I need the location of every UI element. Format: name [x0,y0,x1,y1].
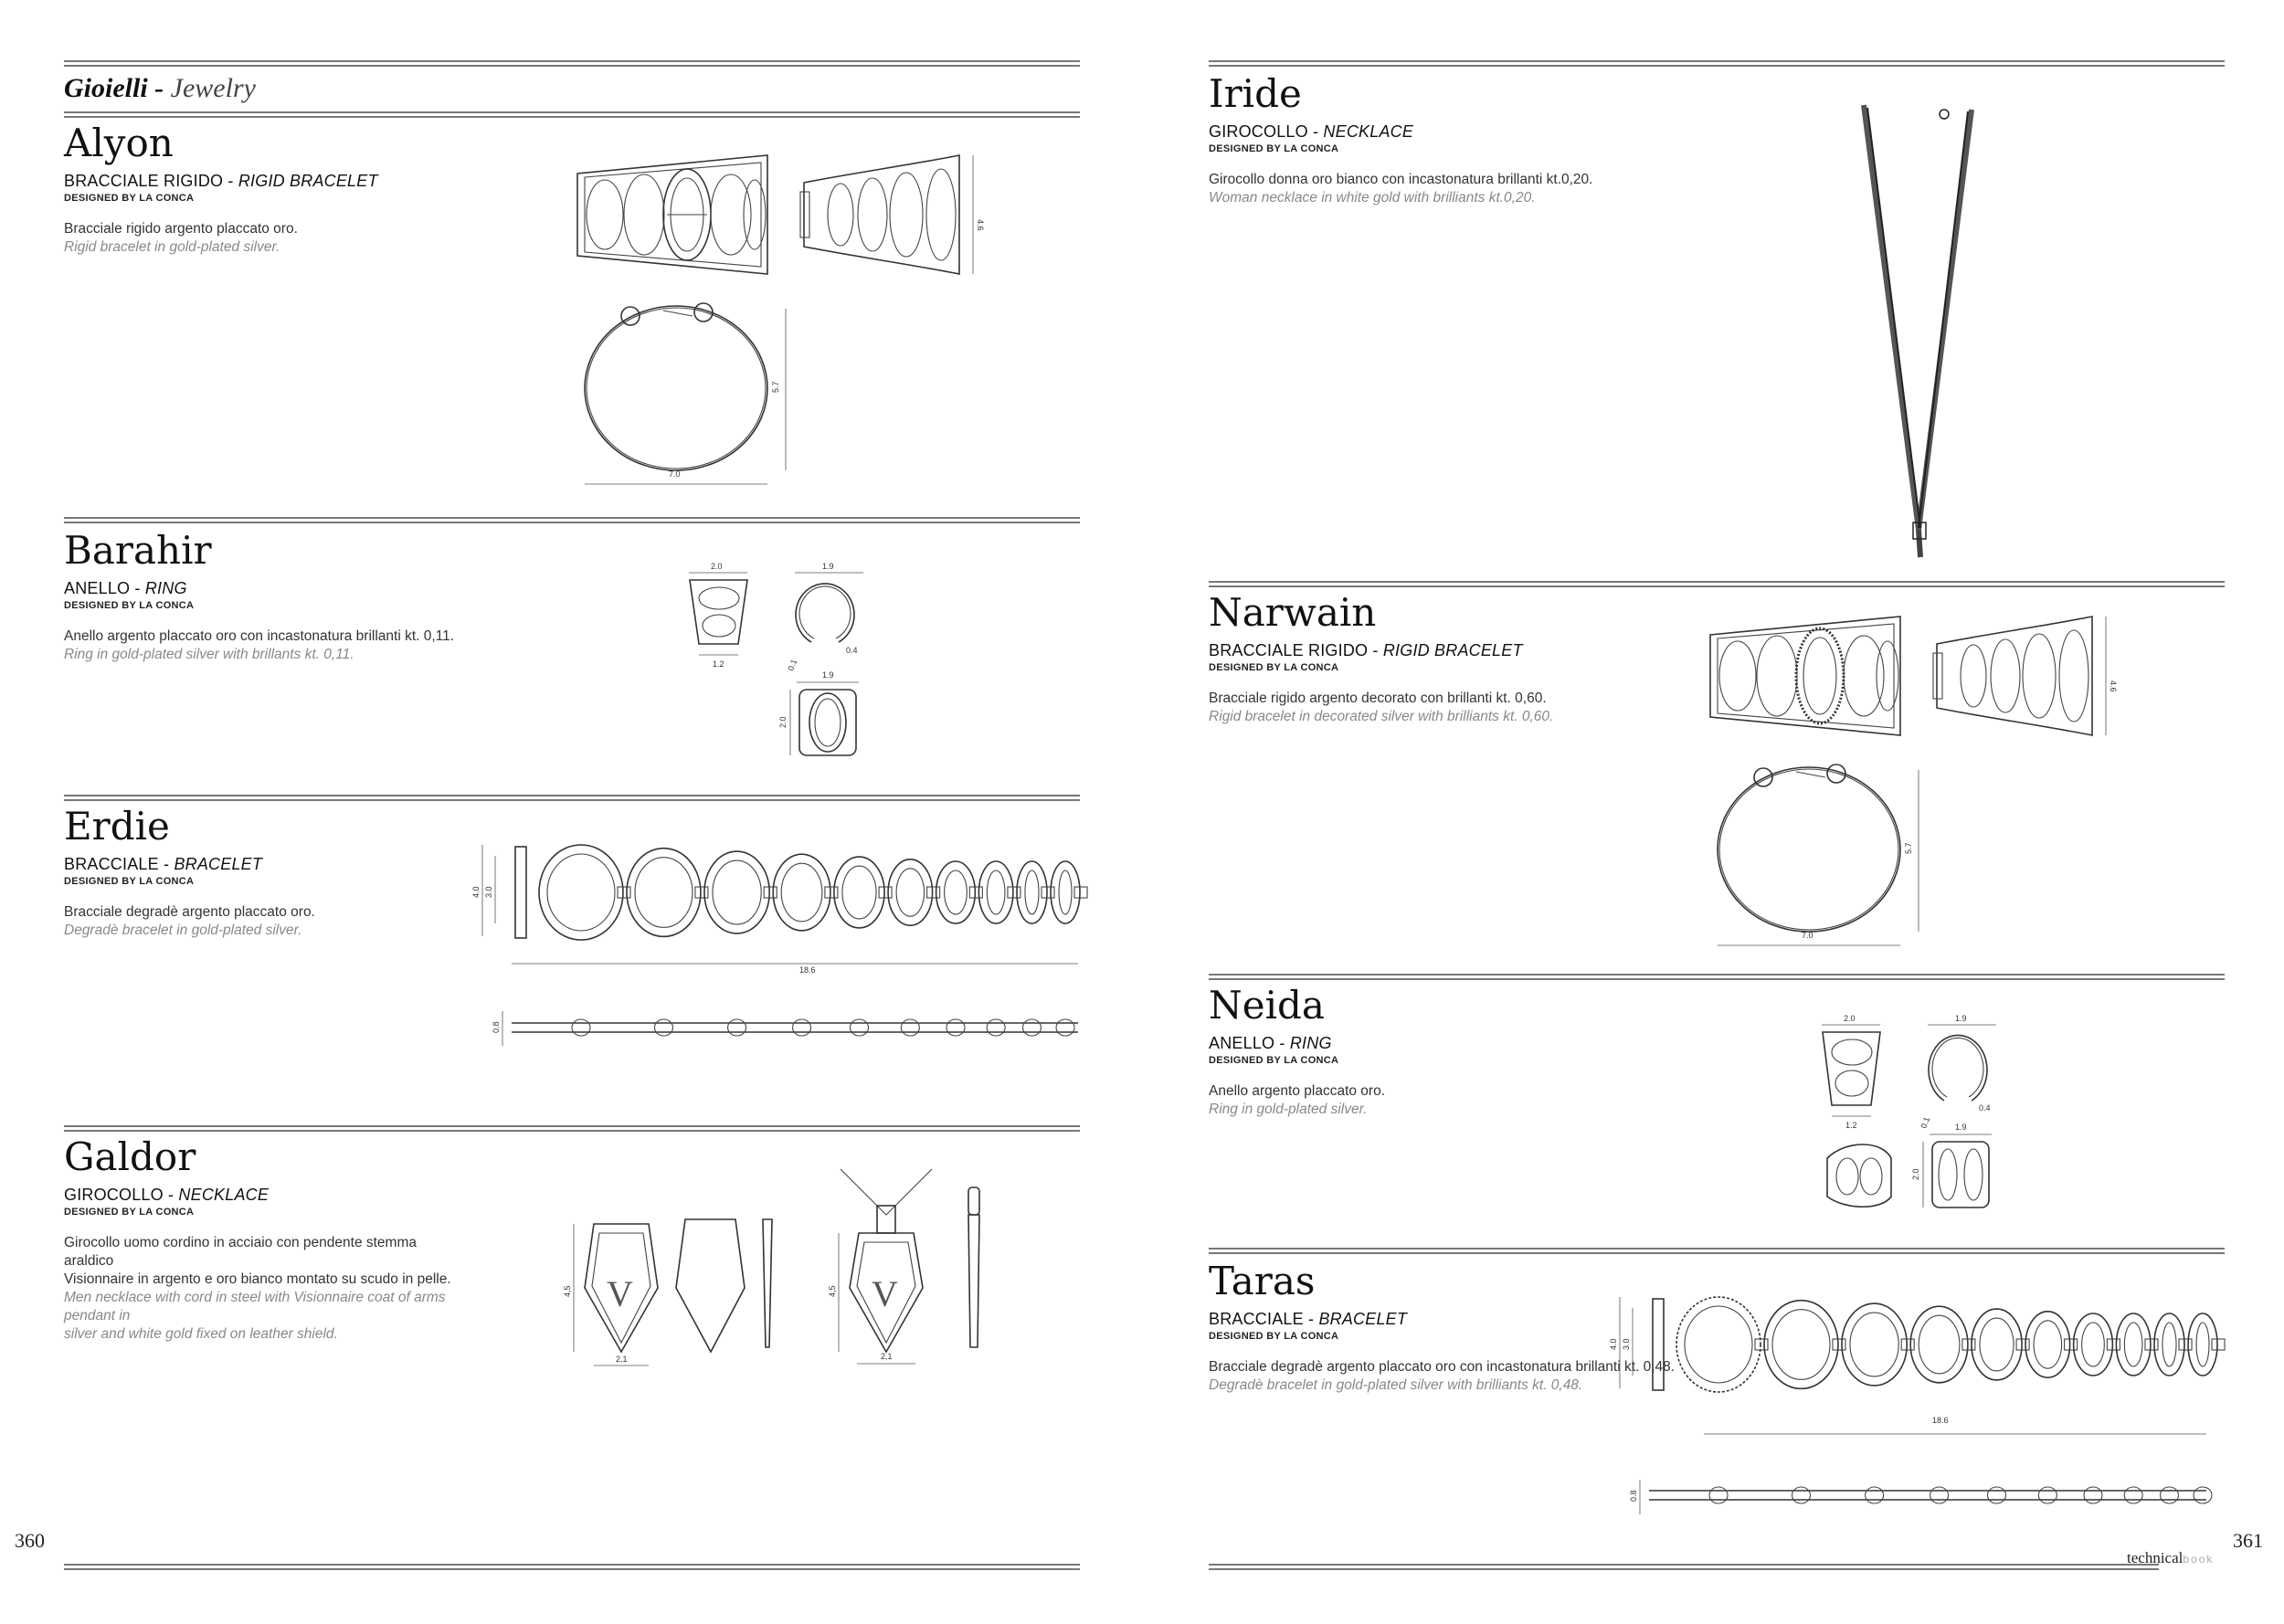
svg-text:V: V [607,1273,633,1314]
svg-text:2.0: 2.0 [711,562,723,571]
product-desc-it: Bracciale rigido argento decorato con brillanti kt. 0,60. [1209,691,1547,706]
product-type: BRACCIALE RIGIDO - RIGID BRACELET [1209,641,1523,659]
section-rule [1209,974,2225,975]
product-desc-it: Anello argento placcato oro. [1209,1083,1386,1099]
chain-connector [764,887,777,898]
alyon-top-view [585,303,786,484]
chain-link-inner [842,866,876,919]
section-rule [64,1125,1080,1127]
svg-text:3.0: 3.0 [484,886,493,898]
product-designer: DESIGNED BY LA CONCA [1209,1331,1339,1342]
chain-link [1972,1309,2022,1380]
product-desc-en: Degradè bracelet in gold-plated silver with brilliants kt. 0,48. [1209,1377,1583,1393]
product-designer: DESIGNED BY LA CONCA [1209,1055,1339,1066]
product-type: GIROCOLLO - NECKLACE [1209,122,1414,141]
chain-side-link [946,1019,965,1036]
neida-side-view [1822,1014,1880,1130]
svg-text:4.6: 4.6 [976,219,985,231]
chain-link-inner [635,858,693,928]
chain-side-link [654,1019,672,1036]
chain-side-link [2038,1487,2057,1503]
alyon-drawing [576,155,987,493]
chain-side-link [572,1019,590,1036]
chain-connector [1755,1339,1768,1350]
chain-link-inner [781,863,822,922]
barahir-side-view [689,562,747,669]
product-designer: DESIGNED BY LA CONCA [64,876,195,887]
chain-side-link [1987,1487,2005,1503]
product-desc-it: Anello argento placcato oro con incastonatura brillanti kt. 0,11. [64,628,455,644]
product-name: Taras [1209,1259,1316,1303]
header-rule [1209,60,2225,62]
product-name: Galdor [64,1134,196,1179]
chain-connector [1042,887,1054,898]
chain-link-inner [1772,1310,1830,1380]
product-type: BRACCIALE - BRACELET [64,855,263,873]
chain-link-inner [896,869,925,916]
product-name: Alyon [64,121,174,165]
product-desc-en: Rigid bracelet in decorated silver with brilliants kt. 0,60. [1209,709,1554,724]
svg-text:1.9: 1.9 [822,562,834,571]
svg-text:18.6: 18.6 [1932,1416,1949,1425]
product-barahir [64,528,455,664]
svg-text:1.9: 1.9 [822,670,834,680]
svg-text:4.0: 4.0 [1609,1338,1618,1350]
section-title: Gioielli - Jewelry [64,73,256,103]
neida-front-view [1911,1123,1992,1207]
svg-text:1.9: 1.9 [1955,1014,1967,1023]
svg-text:0.4: 0.4 [846,646,858,655]
chain-link-inner [945,870,968,914]
svg-text:18.6: 18.6 [799,965,816,975]
chain-link-inner [2082,1323,2105,1366]
svg-text:4.6: 4.6 [2109,680,2118,692]
galdor-pendant-worn [828,1169,932,1364]
chain-link-inner [2196,1323,2209,1366]
product-desc-en-1: Men necklace with cord in steel with Visionnaire coat of arms pendant in [64,1290,446,1323]
chain-link-inner [2162,1323,2176,1366]
svg-text:1.2: 1.2 [1845,1121,1857,1130]
erdie-top-view [471,845,1087,975]
svg-text:2,1: 2,1 [881,1352,893,1361]
product-designer: DESIGNED BY LA CONCA [1209,143,1339,154]
erdie-drawing [471,836,1087,1101]
chain-link-inner [1850,1313,1898,1376]
chain-side-link [1709,1487,1728,1503]
product-desc-it-1: Girocollo uomo cordino in acciaio con pendente stemma araldico [64,1235,417,1269]
footer-rule [64,1564,1080,1566]
galdor-pendant-back [676,1219,745,1352]
svg-text:2.0: 2.0 [1844,1014,1856,1023]
svg-text:V: V [872,1273,898,1314]
chain-side-link [987,1019,1005,1036]
product-narwain [1209,590,1554,726]
neida-drawing [1818,1014,2019,1215]
svg-text:2.0: 2.0 [778,716,788,728]
svg-text:0.4: 0.4 [1979,1103,1991,1113]
chain-link [1676,1297,1761,1392]
product-designer: DESIGNED BY LA CONCA [64,600,195,611]
chain-side-link [1022,1019,1041,1036]
section-rule [64,795,1080,796]
product-type: BRACCIALE - BRACELET [1209,1310,1408,1328]
chain-side-link [2084,1487,2102,1503]
product-desc-it: Bracciale degradè argento placcato oro. [64,904,315,920]
chain-link-inner [1980,1318,2014,1371]
product-desc-en-2: silver and white gold fixed on leather shield. [64,1326,338,1342]
chain-connector [2212,1339,2225,1350]
product-type: ANELLO - RING [64,579,187,597]
chain-connector [1008,887,1020,898]
chain-side-link [1866,1487,1884,1503]
section-rule [64,517,1080,519]
product-desc-it: Bracciale degradè argento placcato oro con incastonatura brillanti kt. 0,48. [1209,1359,1676,1375]
chain-side-link [728,1019,746,1036]
svg-text:4,5: 4,5 [828,1285,837,1297]
galdor-pendant-front [563,1224,658,1366]
chain-connector [618,887,630,898]
product-iride [1209,71,1593,207]
product-erdie [64,804,315,940]
svg-text:2.0: 2.0 [1911,1168,1920,1180]
product-taras [1209,1259,1676,1395]
product-desc-en: Ring in gold-plated silver. [1209,1102,1368,1117]
galdor-drawing [563,1169,1005,1379]
svg-text:4.0: 4.0 [471,886,481,898]
chain-side-link [2160,1487,2178,1503]
neida-ring-view [1919,1014,1996,1130]
product-desc-it: Girocollo donna oro bianco con incastonatura brillanti kt.0,20. [1209,172,1593,187]
svg-text:0.8: 0.8 [1629,1490,1638,1502]
footer-rule [1209,1564,2159,1566]
product-alyon [64,121,378,257]
svg-text:7.0: 7.0 [1802,931,1813,940]
product-designer: DESIGNED BY LA CONCA [1209,662,1339,673]
product-designer: DESIGNED BY LA CONCA [64,193,195,204]
chain-link [704,851,769,933]
erdie-side-view [492,1011,1078,1046]
chain-link-inner [1919,1315,1960,1374]
chain-connector [1962,1339,1975,1350]
product-name: Iride [1209,71,1302,116]
barahir-front-view [778,670,859,755]
chain-connector [1901,1339,1914,1350]
chain-link [888,859,933,925]
taras-top-view [1609,1297,2225,1434]
product-name: Erdie [64,804,170,849]
narwain-drawing [1708,617,2120,954]
chain-connector [2179,1339,2192,1350]
product-desc-en: Degradè bracelet in gold-plated silver. [64,923,302,938]
chain-connector [1833,1339,1845,1350]
neida-perspective-view [1827,1144,1891,1207]
product-desc-en: Ring in gold-plated silver with brillants kt. 0,11. [64,647,354,662]
chain-side-link [850,1019,868,1036]
svg-text:7.0: 7.0 [669,469,681,479]
chain-side-link [901,1019,919,1036]
chain-side-link [1056,1019,1074,1036]
taras-drawing [1609,1288,2225,1553]
chain-link [539,845,623,940]
taras-side-view [1629,1480,2212,1514]
svg-text:0.8: 0.8 [492,1021,501,1033]
chain-connector [2145,1339,2158,1350]
chain-connector [695,887,708,898]
header-rule [64,60,1080,62]
galdor-pendant-side [763,1219,772,1347]
product-name: Neida [1209,983,1325,1028]
chain-connector [2016,1339,2029,1350]
chain-link-inner [547,854,615,931]
chain-link [1842,1303,1907,1386]
svg-text:5.7: 5.7 [1904,842,1913,854]
chain-side-link [1792,1487,1810,1503]
product-desc-en: Rigid bracelet in gold-plated silver. [64,239,280,255]
barahir-ring-view [786,562,863,672]
product-neida [1209,983,1386,1119]
product-type: ANELLO - RING [1209,1034,1332,1052]
chain-connector [879,887,892,898]
chain-connector [2107,1339,2120,1350]
svg-text:0.1: 0.1 [1919,1115,1932,1130]
chain-side-link [2124,1487,2142,1503]
section-rule [1209,581,2225,583]
svg-text:0.1: 0.1 [786,658,799,672]
narwain-front-view [1710,617,1900,735]
product-desc-it: Bracciale rigido argento placcato oro. [64,221,298,237]
product-type: GIROCOLLO - NECKLACE [64,1186,270,1204]
brand-logo: technicalbook [2127,1549,2215,1566]
chain-link [2025,1312,2070,1377]
chain-link-inner [1025,870,1039,914]
iride-necklace-drawing [1855,100,1992,566]
chain-connector [927,887,940,898]
chain-link-inner [1685,1306,1752,1383]
chain-link-inner [1059,870,1072,914]
narwain-top-view [1718,765,1919,945]
page-number-right: 361 [2233,1529,2263,1552]
chain-link-inner [713,860,761,924]
chain-connector [2065,1339,2078,1350]
svg-text:4,5: 4,5 [563,1285,572,1297]
chain-link-inner [987,870,1005,914]
chain-link [627,849,701,937]
svg-text:2,1: 2,1 [616,1355,628,1364]
chain-side-link [1930,1487,1949,1503]
narwain-side-view [1933,617,2118,735]
chain-connector [969,887,982,898]
product-galdor [64,1134,457,1344]
product-designer: DESIGNED BY LA CONCA [64,1207,195,1218]
product-name: Narwain [1209,590,1377,635]
product-name: Barahir [64,528,212,573]
chain-link [834,857,884,928]
product-type: BRACCIALE RIGIDO - RIGID BRACELET [64,172,378,190]
svg-text:5.7: 5.7 [771,381,780,393]
product-desc-it-2: Visionnaire in argento e oro bianco montato su scudo in pelle. [64,1271,451,1287]
alyon-front-view [577,155,767,274]
chain-link-inner [2124,1323,2142,1366]
galdor-pendant-worn-side [968,1187,979,1347]
chain-connector [825,887,838,898]
page-number-left: 360 [15,1529,45,1552]
chain-link [1764,1301,1838,1389]
svg-text:1.2: 1.2 [713,659,724,669]
product-desc-en: Woman necklace in white gold with brilliants kt.0,20. [1209,190,1536,206]
chain-side-link [793,1019,811,1036]
chain-connector [1074,887,1087,898]
chain-side-link [2194,1487,2212,1503]
svg-text:3.0: 3.0 [1622,1338,1631,1350]
section-rule [64,111,1080,113]
barahir-drawing [685,562,886,763]
alyon-side-view [800,155,985,274]
section-rule [1209,1248,2225,1250]
chain-link-inner [2034,1321,2062,1368]
svg-text:1.9: 1.9 [1955,1123,1967,1132]
